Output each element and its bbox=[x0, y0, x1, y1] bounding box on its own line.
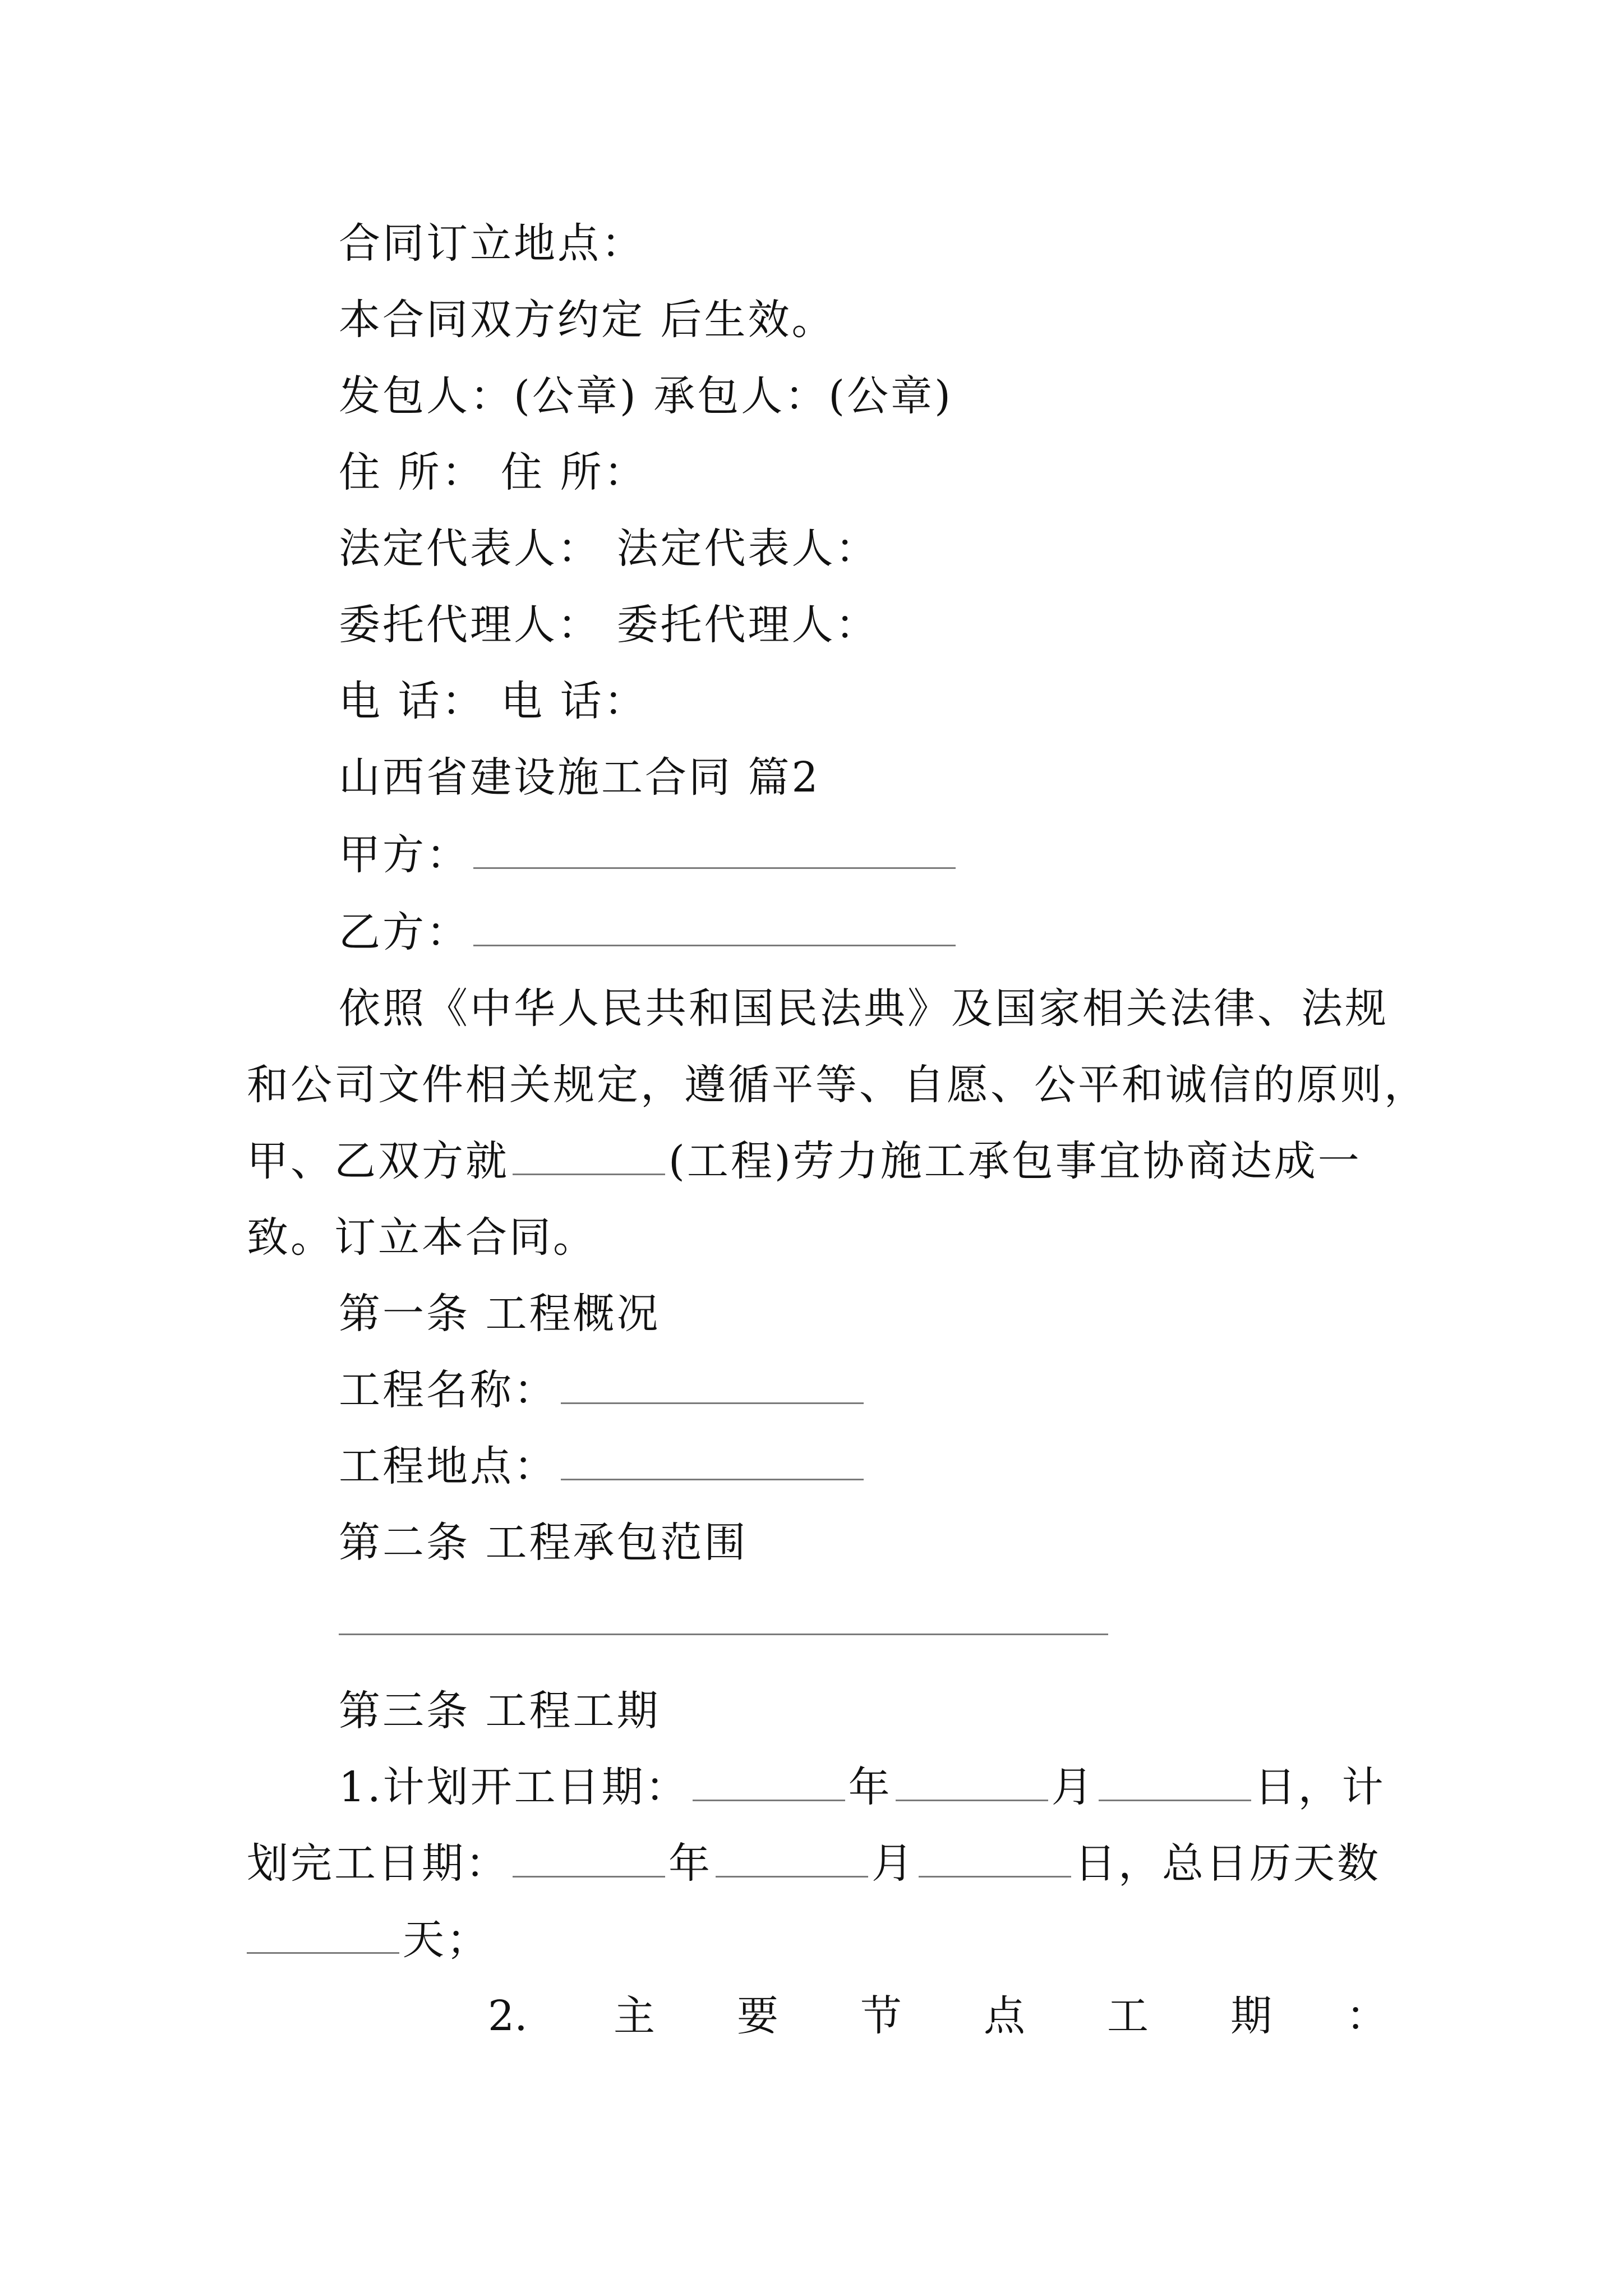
total-days-blank bbox=[247, 1918, 399, 1954]
agent-line: 委托代理人： 委托代理人： bbox=[339, 601, 879, 649]
phone-line: 电 话： 电 话： bbox=[339, 677, 648, 725]
effective-clause: 本合同双方约定 后生效。 bbox=[339, 296, 836, 344]
planned-end-label: 划完工日期： bbox=[247, 1839, 509, 1888]
project-blank bbox=[513, 1140, 665, 1175]
address-line: 住 所： 住 所： bbox=[339, 448, 648, 496]
article-3-heading: 第三条 工程工期 bbox=[339, 1687, 661, 1735]
start-day-unit: 日，计 bbox=[1254, 1763, 1386, 1811]
end-day-unit: 日，总日历天数 bbox=[1075, 1839, 1381, 1888]
end-month-unit: 月 bbox=[872, 1839, 915, 1888]
start-day-blank bbox=[1099, 1766, 1251, 1801]
paragraph-1-line-1: 依照《中华人民共和国民法典》及国家相关法律、法规 bbox=[339, 984, 1389, 1033]
article-2-heading: 第二条 工程承包范围 bbox=[339, 1519, 748, 1567]
project-name-label: 工程名称： bbox=[339, 1366, 557, 1414]
paragraph-1-line-3 bbox=[247, 1133, 1362, 1189]
project-site-line bbox=[339, 1438, 867, 1494]
legal-representative-line: 法定代表人： 法定代表人： bbox=[339, 524, 879, 573]
contract-place-line: 合同订立地点： bbox=[339, 219, 645, 268]
planned-end-line bbox=[247, 1835, 1381, 1892]
end-day-blank bbox=[919, 1842, 1071, 1878]
milestone-char: 主 bbox=[614, 1992, 655, 2040]
scope-blank-rule bbox=[339, 1634, 1108, 1635]
planned-start-label: 1.计划开工日期： bbox=[339, 1763, 689, 1811]
start-year-blank bbox=[693, 1766, 845, 1801]
milestone-char: 期 bbox=[1230, 1992, 1272, 2040]
milestone-item-number: 2. bbox=[488, 1992, 528, 2040]
parties-seal-line: 发包人：(公章) 承包人：(公章) bbox=[339, 372, 953, 420]
milestone-char: 工 bbox=[1107, 1992, 1149, 2040]
party-a-label: 甲方： bbox=[339, 831, 470, 879]
start-month-unit: 月 bbox=[1051, 1763, 1095, 1811]
total-days-unit: 天； bbox=[403, 1916, 490, 1964]
project-name-line bbox=[339, 1362, 867, 1418]
milestone-colon: ： bbox=[1346, 1992, 1387, 2040]
milestone-char: 点 bbox=[984, 1992, 1025, 2040]
start-year-unit: 年 bbox=[848, 1763, 892, 1811]
paragraph-1-line-2: 和公司文件相关规定，遵循平等、自愿、公平和诚信的原则， bbox=[247, 1061, 1428, 1109]
section-title-2: 山西省建设施工合同 篇2 bbox=[339, 753, 820, 802]
end-year-blank bbox=[513, 1842, 665, 1878]
paragraph-1-line-3-end: (工程)劳力施工承包事宜协商达成一 bbox=[668, 1137, 1362, 1185]
end-year-unit: 年 bbox=[668, 1839, 712, 1888]
article-1-heading: 第一条 工程概况 bbox=[339, 1290, 661, 1338]
party-a-blank bbox=[473, 834, 956, 869]
paragraph-1-line-3-start: 甲、乙双方就 bbox=[247, 1137, 509, 1185]
party-b-label: 乙方： bbox=[339, 908, 470, 956]
project-site-blank bbox=[561, 1445, 864, 1480]
project-name-blank bbox=[561, 1369, 864, 1404]
planned-start-line bbox=[339, 1759, 1386, 1815]
end-month-blank bbox=[716, 1842, 868, 1878]
milestone-char: 节 bbox=[860, 1992, 902, 2040]
party-a-line bbox=[339, 827, 959, 883]
paragraph-1-line-4: 致。订立本合同。 bbox=[247, 1213, 597, 1262]
party-b-blank bbox=[473, 911, 956, 946]
project-site-label: 工程地点： bbox=[339, 1442, 557, 1490]
total-days-line bbox=[247, 1912, 490, 1968]
milestone-char: 要 bbox=[737, 1992, 778, 2040]
start-month-blank bbox=[896, 1766, 1048, 1801]
party-b-line bbox=[339, 904, 959, 960]
